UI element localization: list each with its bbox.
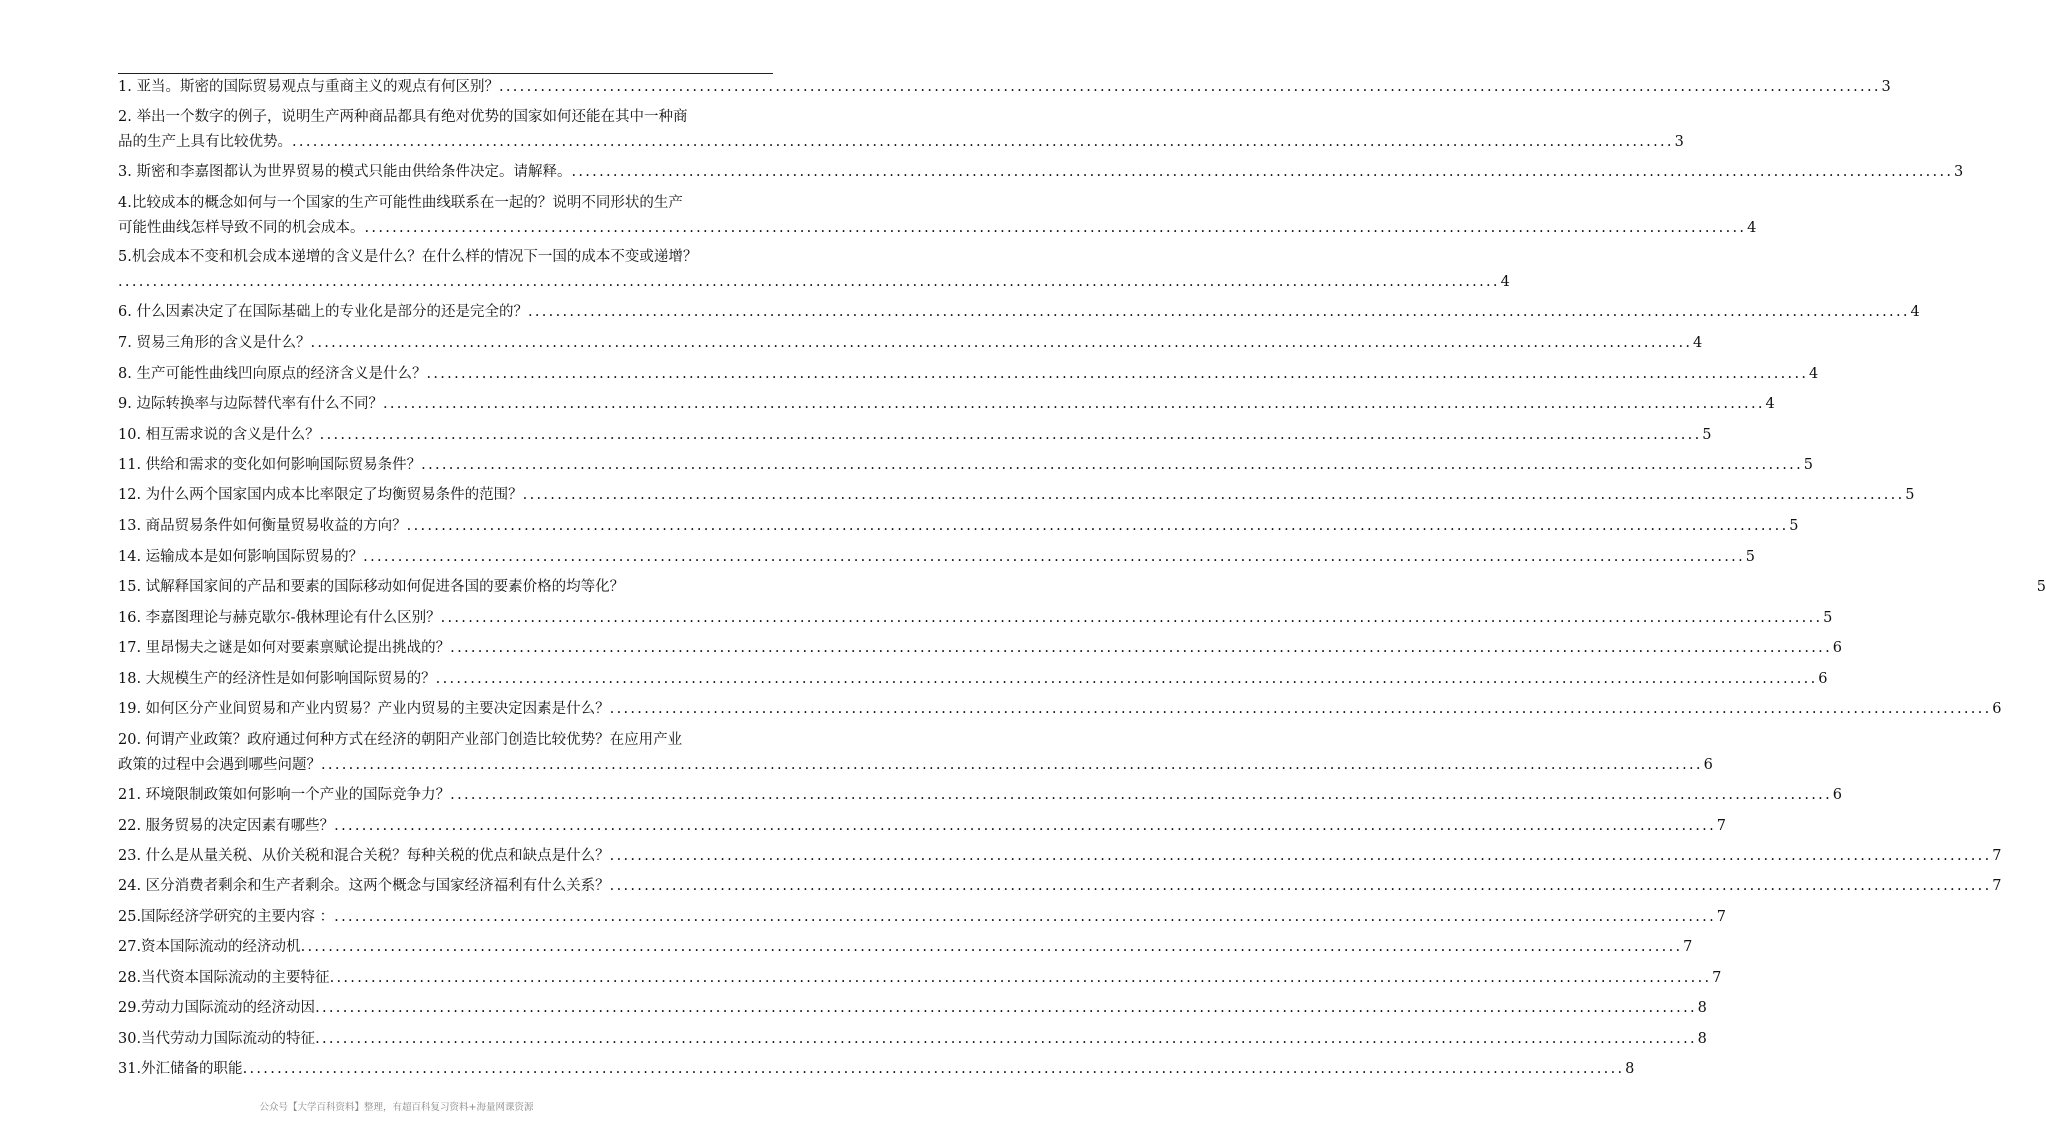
toc-entry-line xyxy=(118,423,1712,448)
dot-leader: ........................................................................................................................................................................................................ xyxy=(329,970,1712,986)
dot-leader: ........................................................................................................................................................................................................ xyxy=(440,610,1823,626)
toc-entry-line xyxy=(118,1027,1707,1052)
header-rule xyxy=(118,73,773,74)
toc-entry-line xyxy=(118,966,1722,991)
toc-page-number: 4 xyxy=(1910,304,1920,320)
toc-entry-line xyxy=(118,697,2002,722)
toc-page-number: 4 xyxy=(1747,220,1757,236)
toc-page-number: 3 xyxy=(1674,134,1684,150)
toc-entry-title: 21. 环境限制政策如何影响一个产业的国际竞争力？ xyxy=(118,787,451,803)
toc-entry-line xyxy=(118,753,1713,778)
toc-entry-line xyxy=(118,245,698,270)
toc-entry-line xyxy=(118,575,2046,600)
toc-page-number: 5 xyxy=(1823,610,1833,626)
dot-leader: ........................................................................................................................................................................................................ xyxy=(321,757,1703,773)
toc-entry-title: 12. 为什么两个国家国内成本比率限定了均衡贸易条件的范围？ xyxy=(118,487,523,503)
footer-watermark: 公众号【大学百科资料】整理，有超百科复习资料+海量网课资源 xyxy=(259,1102,534,1113)
dot-leader: ........................................................................................................................................................................................................ xyxy=(118,274,1500,290)
dot-leader: ........................................................................................................................................................................................................ xyxy=(571,164,1954,180)
toc-page-number: 7 xyxy=(1712,970,1722,986)
toc-entry[interactable] xyxy=(118,362,1819,387)
toc-entry-title: 16. 李嘉图理论与赫克歇尔-俄林理论有什么区别？ xyxy=(118,610,441,626)
dot-leader: ........................................................................................................................................................................................................ xyxy=(609,701,1992,717)
toc-entry-line xyxy=(118,331,1703,356)
toc-entry-line xyxy=(118,191,682,216)
toc-entry-title: 14. 运输成本是如何影响国际贸易的？ xyxy=(118,549,364,565)
toc-entry-line xyxy=(118,783,1842,808)
toc-page-number: 5 xyxy=(1745,549,1755,565)
toc-entry-title: 22. 服务贸易的决定因素有哪些？ xyxy=(118,818,335,834)
toc-page-number: 5 xyxy=(1702,427,1712,443)
toc-entry[interactable] xyxy=(118,1027,1707,1052)
toc-entry-line xyxy=(118,1057,1635,1082)
dot-leader: ........................................................................................................................................................................................................ xyxy=(609,878,1992,894)
toc-page-number: 7 xyxy=(1992,848,2002,864)
toc-entry-title: 24. 区分消费者剩余和生产者剩余。这两个概念与国家经济福利有什么关系？ xyxy=(118,878,610,894)
toc-page-number: 6 xyxy=(1832,787,1842,803)
toc-entry-line xyxy=(118,667,1828,692)
toc-entry-line xyxy=(118,483,1915,508)
toc-entry[interactable] xyxy=(118,697,2002,722)
toc-entry-title: 28.当代资本国际流动的主要特征 xyxy=(118,970,330,986)
toc-entry[interactable] xyxy=(118,75,1891,100)
toc-page-number: 4 xyxy=(1809,366,1819,382)
toc-page-number: 6 xyxy=(1818,671,1828,687)
toc-page-number: 4 xyxy=(1500,274,1510,290)
toc-entry-line xyxy=(118,545,1755,570)
toc-entry-title: 7. 贸易三角形的含义是什么？ xyxy=(118,335,311,351)
toc-page-number: 5 xyxy=(1803,457,1813,473)
toc-page-number: 6 xyxy=(1992,701,2002,717)
toc-page-number: 4 xyxy=(1765,396,1775,412)
toc-entry-title: 8. 生产可能性曲线凹向原点的经济含义是什么？ xyxy=(118,366,427,382)
toc-entry[interactable] xyxy=(118,191,1757,241)
toc-page-number: 5 xyxy=(1789,518,1799,534)
dot-leader: ........................................................................................................................................................................................................ xyxy=(334,909,1716,925)
toc-entry-line xyxy=(118,270,1510,295)
toc-entry-line xyxy=(118,216,1757,241)
dot-leader: ........................................................................................................................................................................................................ xyxy=(334,818,1716,834)
toc-entry-title: 20. 何谓产业政策？政府通过何种方式在经济的朝阳产业部门创造比较优势？在应用产业 xyxy=(118,732,683,748)
dot-leader: ........................................................................................................................................................................................................ xyxy=(364,220,1747,236)
toc-entry-title: 4.比较成本的概念如何与一个国家的生产可能性曲线联系在一起的？说明不同形状的生产 xyxy=(118,195,683,211)
dot-leader: ........................................................................................................................................................................................................ xyxy=(435,671,1818,687)
toc-entry-title: 10. 相互需求说的含义是什么？ xyxy=(118,427,320,443)
dot-leader: ........................................................................................................................................................................................................ xyxy=(522,487,1905,503)
toc-entry-title: 17. 里昂惕夫之谜是如何对要素禀赋论提出挑战的？ xyxy=(118,640,451,656)
toc-entry-line xyxy=(118,874,2002,899)
toc-entry-line xyxy=(118,514,1799,539)
toc-page-number: 5 xyxy=(2036,579,2046,595)
toc-entry-title: 品的生产上具有比较优势。 xyxy=(118,134,292,150)
toc-entry-title: 13. 商品贸易条件如何衡量贸易收益的方向？ xyxy=(118,518,407,534)
toc-entry[interactable] xyxy=(118,483,1915,508)
toc-page-number: 4 xyxy=(1693,335,1703,351)
toc-page-number: 8 xyxy=(1697,1031,1707,1047)
toc-entry-title: 政策的过程中会遇到哪些问题？ xyxy=(118,757,321,773)
toc-entry-line xyxy=(118,362,1819,387)
toc-entry[interactable] xyxy=(118,453,1813,478)
toc-entry[interactable] xyxy=(118,996,1707,1021)
dot-leader: ........................................................................................................................................................................................................ xyxy=(319,427,1702,443)
toc-page-number: 3 xyxy=(1954,164,1964,180)
toc-entry[interactable] xyxy=(118,814,1726,839)
toc-entry-line xyxy=(118,636,1842,661)
toc-entry-title: 15. 试解释国家间的产品和要素的国际移动如何促进各国的要素价格的均等化？ xyxy=(118,579,625,595)
toc-entry-title: 23. 什么是从量关税、从价关税和混合关税？每种关税的优点和缺点是什么？ xyxy=(118,848,610,864)
dot-leader: ........................................................................................................................................................................................................ xyxy=(450,640,1832,656)
toc-entry-title: 27.资本国际流动的经济动机 xyxy=(118,939,301,955)
toc-entry-title: 5.机会成本不变和机会成本递增的含义是什么？在什么样的情况下一国的成本不变或递增？ xyxy=(118,249,698,265)
dot-leader: ........................................................................................................................................................................................................ xyxy=(382,396,1765,412)
toc-entry-title: 1. 亚当。斯密的国际贸易观点与重商主义的观点有何区别？ xyxy=(118,79,499,95)
toc-entry[interactable] xyxy=(118,331,1703,356)
toc-entry-line xyxy=(118,392,1775,417)
toc-entry-line xyxy=(118,130,1684,155)
toc-page-number: 5 xyxy=(1905,487,1915,503)
toc-page-number: 6 xyxy=(1703,757,1713,773)
toc-entry-title: 31.外汇储备的职能 xyxy=(118,1061,243,1077)
dot-leader: ........................................................................................................................................................................................................ xyxy=(421,457,1803,473)
toc-entry-title: 29.劳动力国际流动的经济动因 xyxy=(118,1000,316,1016)
dot-leader: ........................................................................................................................................................................................................ xyxy=(292,134,1674,150)
toc-entry-line xyxy=(118,300,1920,325)
dot-leader: ........................................................................................................................................................................................................ xyxy=(300,939,1683,955)
toc-entry[interactable] xyxy=(118,300,1920,325)
toc-entry-title: 2. 举出一个数字的例子，说明生产两种商品都具有绝对优势的国家如何还能在其中一种商 xyxy=(118,109,688,125)
toc-entry[interactable] xyxy=(118,245,1510,295)
toc-entry[interactable] xyxy=(118,606,1833,631)
toc-entry-title: 25.国际经济学研究的主要内容 ： xyxy=(118,909,335,925)
toc-entry[interactable] xyxy=(118,874,2002,899)
toc-entry-line xyxy=(118,996,1707,1021)
dot-leader: ........................................................................................................................................................................................................ xyxy=(315,1000,1697,1016)
toc-entry-line xyxy=(118,905,1726,930)
dot-leader: ........................................................................................................................................................................................................ xyxy=(315,1031,1697,1047)
dot-leader: ........................................................................................................................................................................................................ xyxy=(609,848,1992,864)
toc-page-number: 7 xyxy=(1716,818,1726,834)
toc-entry[interactable] xyxy=(118,423,1712,448)
toc-page-number: 8 xyxy=(1625,1061,1635,1077)
dot-leader: ........................................................................................................................................................................................................ xyxy=(242,1061,1625,1077)
toc-entry-title: 9. 边际转换率与边际替代率有什么不同？ xyxy=(118,396,383,412)
toc-entry[interactable] xyxy=(118,575,2046,600)
toc-entry-title: 11. 供给和需求的变化如何影响国际贸易条件？ xyxy=(118,457,422,473)
dot-leader: ........................................................................................................................................................................................................ xyxy=(498,79,1881,95)
toc-entry-line xyxy=(118,814,1726,839)
toc-entry[interactable] xyxy=(118,667,1828,692)
toc-entry-title: 18. 大规模生产的经济性是如何影响国际贸易的？ xyxy=(118,671,436,687)
toc-entry[interactable] xyxy=(118,636,1842,661)
toc-entry-line xyxy=(118,160,1964,185)
dot-leader: ........................................................................................................................................................................................................ xyxy=(363,549,1745,565)
toc-entry[interactable] xyxy=(118,966,1722,991)
toc-page-number: 3 xyxy=(1881,79,1891,95)
toc-entry-line xyxy=(118,844,2002,869)
toc-entry-title: 可能性曲线怎样导致不同的机会成本。 xyxy=(118,220,365,236)
toc-entry[interactable] xyxy=(118,105,1684,155)
toc-entry-title: 30.当代劳动力国际流动的特征 xyxy=(118,1031,316,1047)
toc-entry[interactable] xyxy=(118,514,1799,539)
toc-entry-line xyxy=(118,935,1693,960)
toc-entry-line xyxy=(118,105,688,130)
toc-entry-line xyxy=(118,453,1813,478)
toc-page-number: 7 xyxy=(1683,939,1693,955)
toc-page-number: 7 xyxy=(1992,878,2002,894)
toc-entry-title: 19. 如何区分产业间贸易和产业内贸易？产业内贸易的主要决定因素是什么？ xyxy=(118,701,610,717)
dot-leader: ........................................................................................................................................................................................................ xyxy=(450,787,1832,803)
toc-entry[interactable] xyxy=(118,160,1964,185)
toc-entry-line xyxy=(118,728,682,753)
toc-entry[interactable] xyxy=(118,905,1726,930)
toc-entry[interactable] xyxy=(118,1057,1635,1082)
dot-leader: ........................................................................................................................................................................................................ xyxy=(527,304,1910,320)
toc-entry-line xyxy=(118,75,1891,100)
toc-entry[interactable] xyxy=(118,545,1755,570)
toc-page-number: 8 xyxy=(1697,1000,1707,1016)
dot-leader: ........................................................................................................................................................................................................ xyxy=(310,335,1693,351)
toc-entry[interactable] xyxy=(118,935,1693,960)
dot-leader: ........................................................................................................................................................................................................ xyxy=(426,366,1809,382)
toc-entry[interactable] xyxy=(118,844,2002,869)
toc-entry-title: 6. 什么因素决定了在国际基础上的专业化是部分的还是完全的？ xyxy=(118,304,528,320)
dot-leader: ........................................................................................................................................................................................................ xyxy=(406,518,1789,534)
toc-page-number: 7 xyxy=(1716,909,1726,925)
toc-entry[interactable] xyxy=(118,728,1713,778)
toc-entry[interactable] xyxy=(118,392,1775,417)
toc-entry-title: 3. 斯密和李嘉图都认为世界贸易的模式只能由供给条件决定。请解释。 xyxy=(118,164,572,180)
toc-entry-line xyxy=(118,606,1833,631)
toc-page-number: 6 xyxy=(1832,640,1842,656)
toc-entry[interactable] xyxy=(118,783,1842,808)
